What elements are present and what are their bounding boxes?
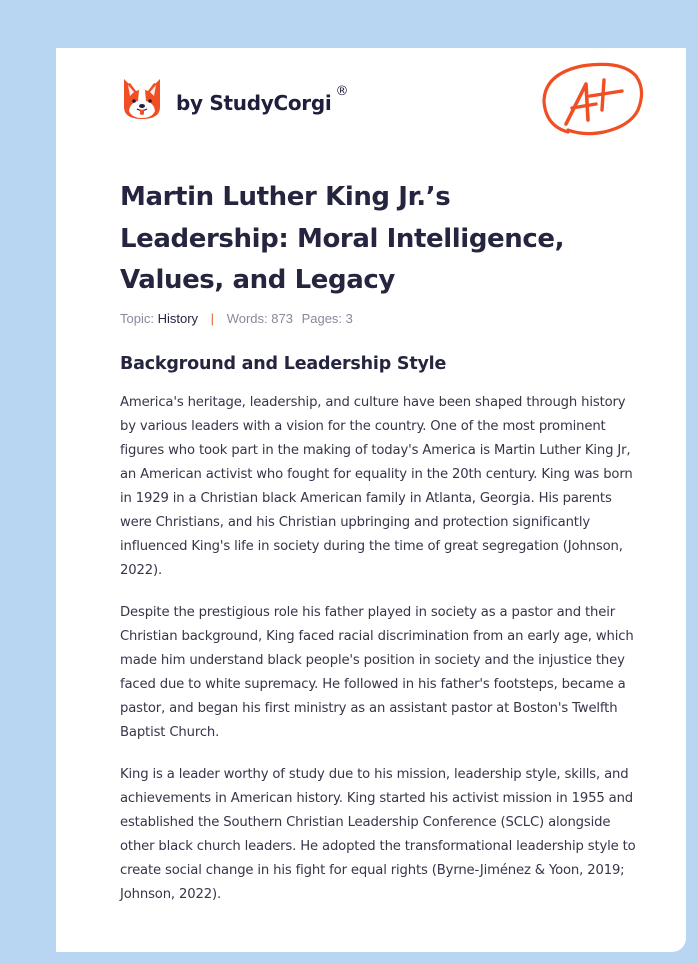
paragraph: Despite the prestigious role his father played in society as a pastor and their Christian background, King faced racial discrimination from an early age, which made him understand black people's position in society and the injustice they faced due to white supremacy. He followed in his father's footsteps, became a pastor, and began his first ministry as an assistant pastor at Boston's Twelfth Baptist Church. [120,605,634,740]
section-heading: Background and Leadership Style [120,354,447,374]
a-plus-grade-icon [538,58,648,140]
registered-mark: ® [335,83,349,99]
topic-label: Topic: [120,311,154,326]
corgi-icon [122,77,162,121]
logo-text: by StudyCorgi [176,91,332,115]
paragraph: King is a leader worthy of study due to his mission, leadership style, skills, and achievements in American history. King started his activist mission in 1955 and established the Southern Christian Leadership Conference (SCLC) alongside other black church leaders. He adopted the transformational leadership style to create social change in his fight for equal rights (Byrne-Jiménez & Yoon, 2019; Johnson, 2022). [120,767,636,902]
meta-separator: | [210,311,215,326]
word-count: Words: 873 [226,311,293,326]
article-body [120,391,640,925]
article-meta [120,311,353,326]
topic-link[interactable]: History [157,311,199,326]
studycorgi-logo[interactable] [122,77,349,121]
document-card [56,48,686,952]
article-title: Martin Luther King Jr.’s Leadership: Moral Intelligence, Values, and Legacy [120,182,565,295]
page-count: Pages: 3 [301,311,353,326]
paragraph: America's heritage, leadership, and culture have been shaped through history by various leaders with a vision for the country. One of the most prominent figures who took part in the making of today's America is Martin Luther King Jr, an American activist who fought for equality in the 20th century. King was born in 1929 in a Christian black American family in Atlanta, Georgia. His parents were Christians, and his Christian upbringing and protection significantly influenced King's life in society during the time of great segregation (Johnson, 2022). [120,395,633,578]
